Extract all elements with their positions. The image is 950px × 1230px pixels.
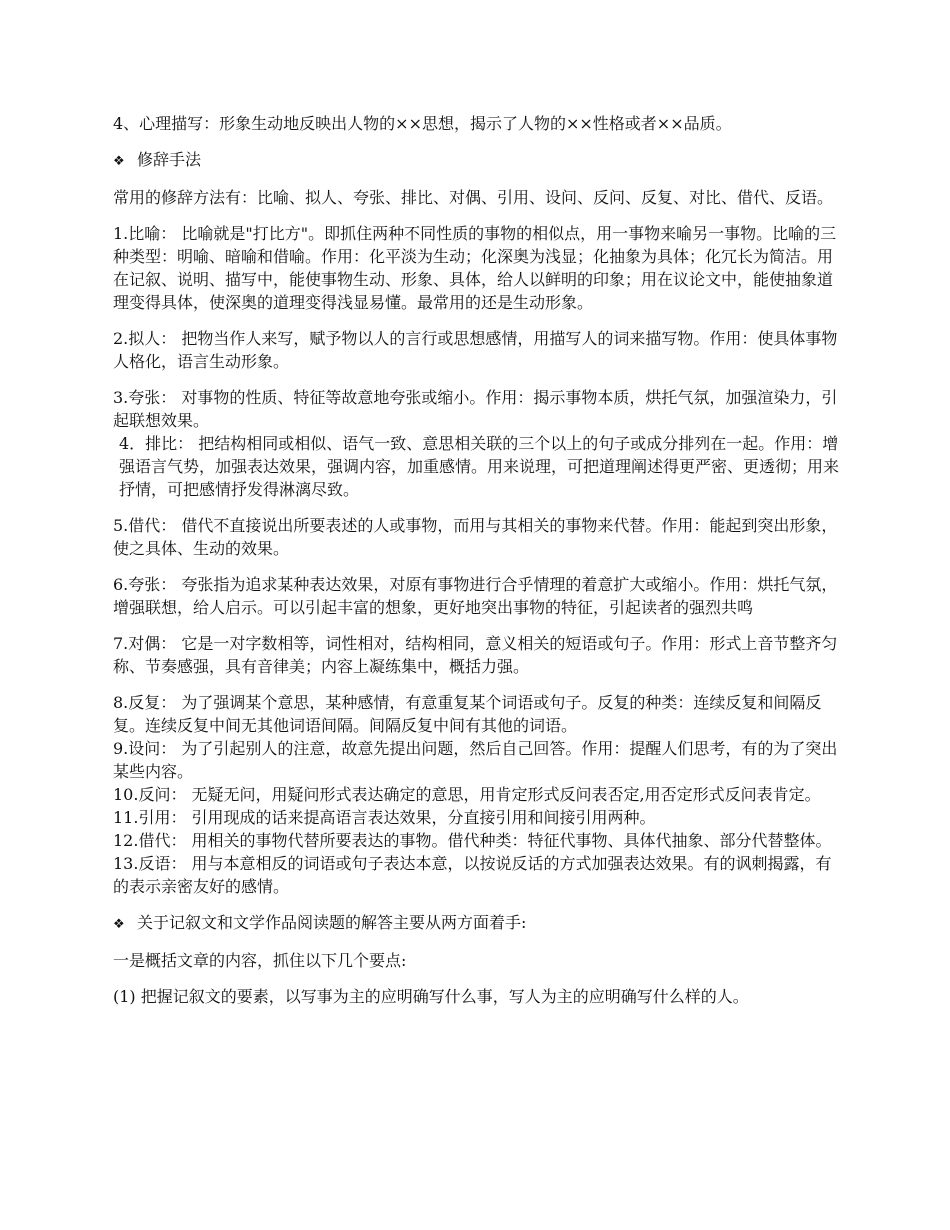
diamond-bullet-icon: ❖ (113, 154, 125, 169)
paragraph-common-methods: 常用的修辞方法有：比喻、拟人、夸张、排比、对偶、引用、设问、反问、反复、对比、借代、反语。 (113, 188, 834, 207)
paragraph-summary-intro: 一是概括文章的内容，抓住以下几个要点: (113, 951, 407, 970)
rhetoric-item-exaggeration: 6.夸张： 夸张指为追求某种表达效果，对原有事物进行合乎情理的着意扩大或缩小。作用：烘托气氛，增强联想，给人启示。可以引起丰富的想象，更好地突出事物的特征，引起读者的强烈共鸣 (113, 575, 838, 617)
rhetoric-item-substitution: 12.借代： 用相关的事物代替所要表达的事物。借代种类：特征代事物、具体代抽象、部分代替整体。 (113, 831, 832, 850)
document-page (113, 112, 841, 1008)
rhetoric-item-irony: 13.反语： 用与本意相反的词语或句子表达本意，以按说反话的方式加强表达效果。有的讽刺揭露，有的表示亲密友好的感情。 (113, 854, 832, 896)
rhetoric-item-antithesis: 7.对偶： 它是一对字数相等，词性相对，结构相同，意义相关的短语或句子。作用：形式上音节整齐匀称、节奏感强，具有音律美；内容上凝练集中，概括力强。 (113, 634, 838, 676)
rhetoric-item-counter-question: 10.反问： 无疑无问，用疑问形式表达确定的意思，用肯定形式反问表否定,用否定形式反问表肯定。 (113, 785, 821, 804)
diamond-bullet-icon: ❖ (113, 917, 125, 932)
section-heading-reading (113, 911, 841, 936)
section-heading-text: 修辞手法 (137, 150, 202, 169)
section-heading-rhetoric (113, 148, 841, 173)
section-heading-text: 关于记叙文和文学作品阅读题的解答主要从两方面着手: (137, 913, 527, 932)
rhetoric-item-hyperbole: 3.夸张： 对事物的性质、特征等故意地夸张或缩小。作用：揭示事物本质，烘托气氛，加强渲染力，引起联想效果。 (113, 388, 838, 430)
rhetoric-item-metaphor: 1.比喻： 比喻就是"打比方"。即抓住两种不同性质的事物的相似点，用一事物来喻另一事物。比喻的三种类型：明喻、暗喻和借喻。作用：化平淡为生动；化深奥为浅显；化抽象为具体；化冗长为简洁。用在记叙、说明、描写中，能使事物生动、形象、具体，给人以鲜明的印象；用在议论文中，能使抽象道理变得具体，使深奥的道理变得浅显易懂。最常用的还是生动形象。 (113, 224, 837, 312)
rhetoric-item-quotation: 11.引用： 引用现成的话来提高语言表达效果，分直接引用和间接引用两种。 (113, 808, 656, 827)
rhetoric-item-rhetorical-question: 9.设问： 为了引起别人的注意，故意先提出问题，然后自己回答。作用：提醒人们思考，有的为了突出某些内容。 (113, 739, 838, 781)
paragraph-psychological-description: 4、心理描写：形象生动地反映出人物的××思想，揭示了人物的××性格或者××品质。 (113, 114, 732, 133)
rhetoric-item-personification: 2.拟人： 把物当作人来写，赋予物以人的言行或思想感情，用描写人的词来描写物。作用：使具体事物人格化，语言生动形象。 (113, 329, 838, 371)
paragraph-point-1: (1) 把握记叙文的要素，以写事为主的应明确写什么事，写人为主的应明确写什么样的人。 (113, 987, 749, 1006)
rhetoric-item-metonymy: 5.借代： 借代不直接说出所要表述的人或事物，而用与其相关的事物来代替。作用：能起到突出形象，使之具体、生动的效果。 (113, 516, 838, 558)
rhetoric-item-parallelism: 4．排比： 把结构相同或相似、语气一致、意思相关联的三个以上的句子或成分排列在一起。作用：增强语言气势，加强表达效果，强调内容，加重感情。用来说理，可把道理阐述得更严密、更透彻；用来抒情，可把感情抒发得淋漓尽致。 (119, 434, 840, 499)
rhetoric-item-repetition: 8.反复： 为了强调某个意思，某种感情，有意重复某个词语或句子。反复的种类：连续反复和间隔反复。连续反复中间无其他词语间隔。间隔反复中间有其他的词语。 (113, 693, 822, 735)
